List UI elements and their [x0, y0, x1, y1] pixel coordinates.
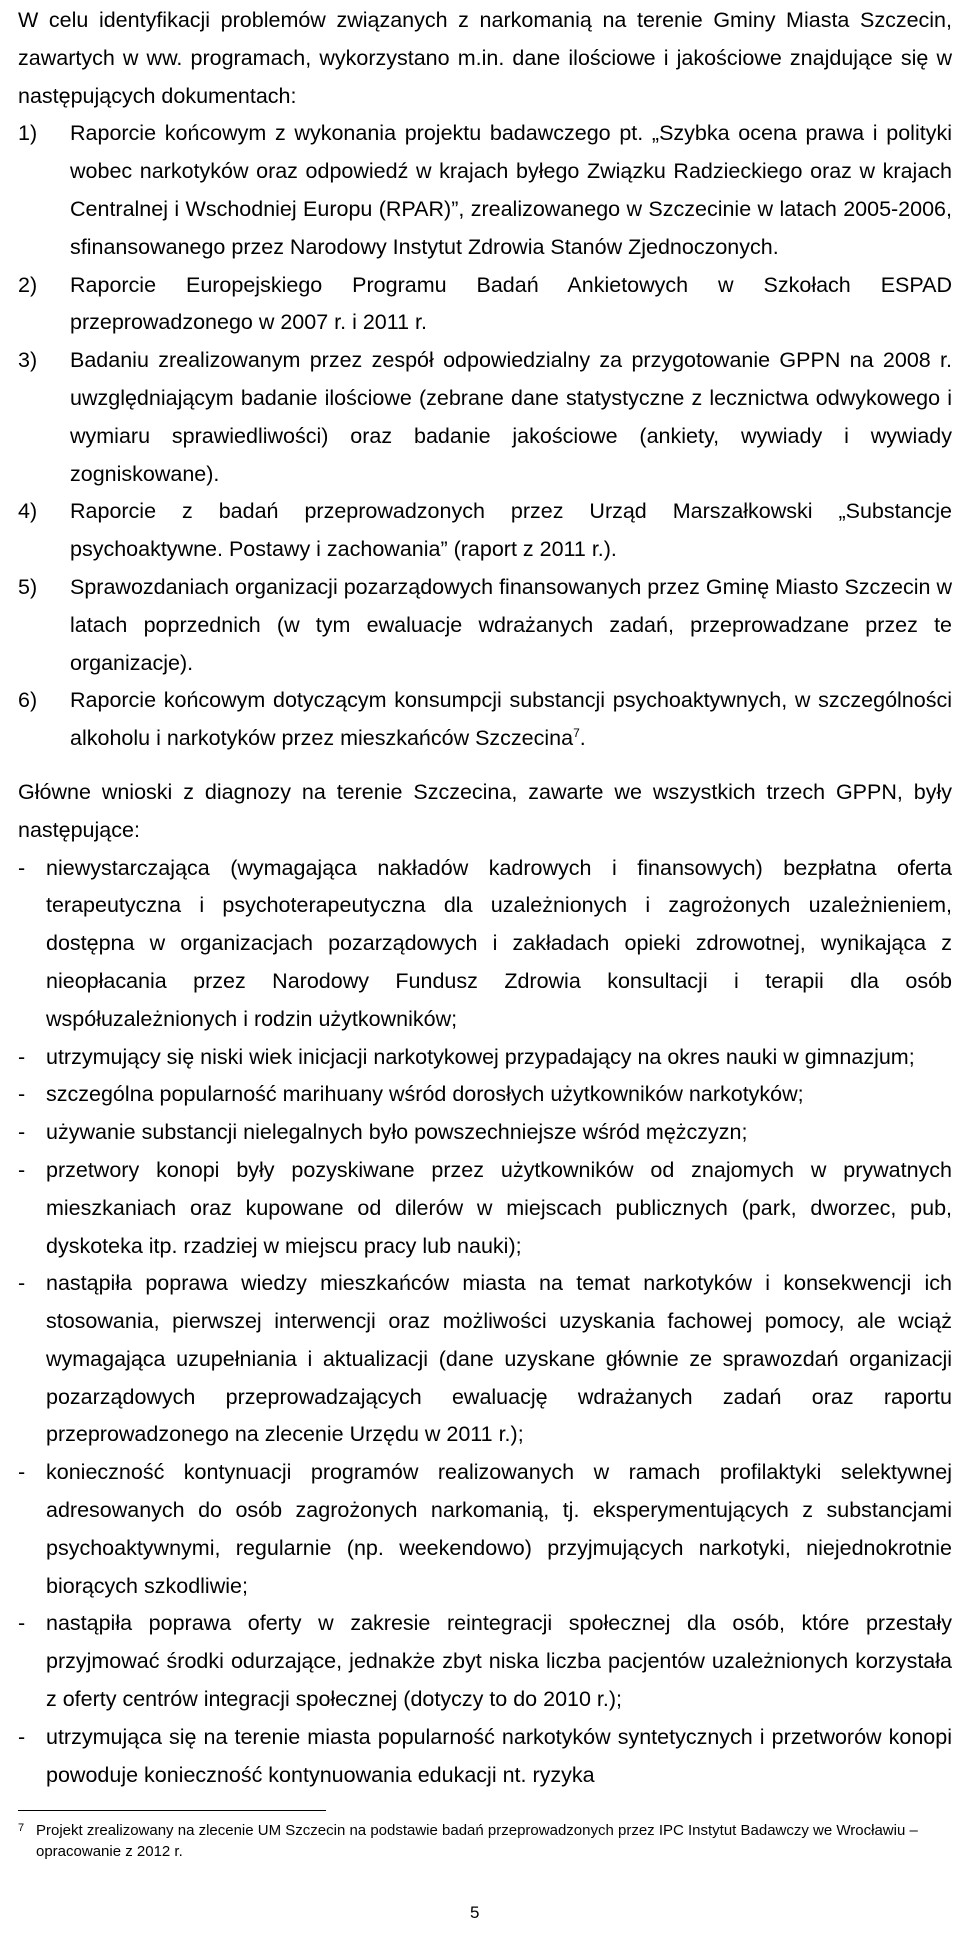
list-number: 2) [18, 272, 38, 297]
list-item [18, 1152, 952, 1265]
bullet-dash: - [18, 1724, 26, 1749]
conclusions-list [18, 850, 952, 1795]
footnote-number: 7 [18, 1822, 25, 1834]
conclusion-text: nastąpiła poprawa wiedzy mieszkańców miasta na temat narkotyków i konsekwencji ich stosowania, pierwszej interwencji oraz możliwości uzyskania fachowej pomocy, ale wciąż wymagająca uzupełniania i aktualizacji (dane uzyskane głównie ze sprawozdań organizacji pozarządowych przeprowadzających ewaluację wdrażanych zadań oraz raportu przeprowadzonego na zlecenie Urzędu w 2011 r.); [46, 1271, 952, 1447]
list-item [18, 1605, 952, 1718]
conclusion-text: używanie substancji nielegalnych było powszechniejsze wśród mężczyzn; [46, 1120, 748, 1145]
page-number: 5 [470, 1903, 480, 1922]
list-item [18, 1039, 952, 1077]
list-item [18, 342, 952, 493]
bullet-dash: - [18, 1611, 26, 1636]
conclusion-text: szczególna popularność marihuany wśród dorosłych użytkowników narkotyków; [46, 1082, 804, 1107]
bullet-dash: - [18, 1044, 26, 1069]
bullet-dash: - [18, 1157, 26, 1182]
list-item-end: . [579, 726, 586, 751]
list-item [18, 1265, 952, 1454]
list-item-text: Raporcie końcowym dotyczącym konsumpcji substancji psychoaktywnych, w szczególności alkoholu i narkotyków przez mieszkańców Szczecina [70, 688, 952, 751]
bullet-dash: - [18, 1120, 26, 1145]
list-number: 1) [18, 121, 38, 146]
list-item [18, 1719, 952, 1795]
sources-list [18, 115, 952, 758]
list-item [18, 1114, 952, 1152]
list-item [18, 1454, 952, 1605]
list-item [18, 850, 952, 1039]
bullet-dash: - [18, 1082, 26, 1107]
conclusion-text: utrzymujący się niski wiek inicjacji narkotykowej przypadający na okres nauki w gimnazjum; [46, 1044, 915, 1069]
list-item [18, 1076, 952, 1114]
list-number: 4) [18, 499, 38, 524]
list-item-text: Raporcie z badań przeprowadzonych przez Urząd Marszałkowski „Substancje psychoaktywne. Postawy i zachowania” (raport z 2011 r.). [70, 499, 952, 562]
intro-paragraph: W celu identyfikacji problemów związanych z narkomanią na terenie Gminy Miasta Szczecin, zawartych w ww. programach, wykorzystano m.in. dane ilościowe i jakościowe znajdujące się w następujących dokumentach: [18, 8, 952, 108]
footnote-text: Projekt zrealizowany na zlecenie UM Szczecin na podstawie badań przeprowadzonych przez IPC Instytut Badawczy we Wrocławiu – opracowanie z 2012 r. [36, 1822, 918, 1860]
list-item-text: Raporcie końcowym z wykonania projektu badawczego pt. „Szybka ocena prawa i polityki wobec narkotyków oraz odpowiedź w krajach byłego Związku Radzieckiego oraz w krajach Centralnej i Wschodniej Europu (RPAR)”, zrealizowanego w Szczecinie w latach 2005-2006, sfinansowanego przez Narodowy Instytut Zdrowia Stanów Zjednoczonych. [70, 121, 952, 259]
list-item-text: Sprawozdaniach organizacji pozarządowych finansowanych przez Gminę Miasto Szczecin w latach poprzednich (w tym ewaluacje wdrażanych zadań, przeprowadzane przez te organizacje). [70, 574, 952, 675]
footnote-separator [18, 1810, 326, 1811]
list-item [18, 115, 952, 266]
list-item [18, 682, 952, 758]
conclusion-text: niewystarczająca (wymagająca nakładów kadrowych i finansowych) bezpłatna oferta terapeutyczna i psychoterapeutyczna dla uzależnionych i zagrożonych uzależnieniem, dostępna w organizacjach pozarządowych i zakładach opieki zdrowotnej, wynikająca z nieopłacania przez Narodowy Fundusz Zdrowia konsultacji i terapii dla osób współuzależnionych i rodzin użytkowników; [46, 855, 952, 1031]
conclusion-text: konieczność kontynuacji programów realizowanych w ramach profilaktyki selektywnej adresowanych do osób zagrożonych narkomanią, tj. eksperymentujących z substancjami psychoaktywnymi, regularnie (np. weekendowo) przyjmujących narkotyki, niejednokrotnie biorących szkodliwie; [46, 1460, 952, 1598]
list-number: 3) [18, 348, 38, 373]
list-item [18, 267, 952, 343]
conclusion-text: utrzymująca się na terenie miasta popularność narkotyków syntetycznych i przetworów konopi powoduje konieczność kontynuowania edukacji nt. ryzyka [46, 1724, 952, 1787]
bullet-dash: - [18, 1460, 26, 1485]
conclusions-heading: Główne wnioski z diagnozy na terenie Szczecina, zawarte we wszystkich trzech GPPN, były następujące: [18, 779, 952, 842]
footnote [18, 1820, 952, 1862]
body-text [18, 2, 952, 1794]
list-number: 6) [18, 688, 38, 713]
list-item [18, 569, 952, 682]
list-item [18, 493, 952, 569]
list-item-text-wrap [70, 682, 952, 758]
footnote-reference[interactable]: 7 [573, 725, 580, 740]
list-number: 5) [18, 574, 38, 599]
conclusion-text: nastąpiła poprawa oferty w zakresie reintegracji społecznej dla osób, które przestały przyjmować środki odurzające, jednakże zbyt niska liczba pacjentów uzależnionych korzystała z oferty centrów integracji społecznej (dotyczy to do 2010 r.); [46, 1611, 952, 1712]
list-item-text: Badaniu zrealizowanym przez zespół odpowiedzialny za przygotowanie GPPN na 2008 r. uwzględniającym badanie ilościowe (zebrane dane statystyczne z lecznictwa odwykowego i wymiaru sprawiedliwości) oraz badanie jakościowe (ankiety, wywiady i wywiady zogniskowane). [70, 348, 952, 486]
bullet-dash: - [18, 1271, 26, 1296]
list-item-text: Raporcie Europejskiego Programu Badań Ankietowych w Szkołach ESPAD przeprowadzonego w 2007 r. i 2011 r. [70, 272, 952, 335]
bullet-dash: - [18, 855, 26, 880]
conclusion-text: przetwory konopi były pozyskiwane przez użytkowników od znajomych w prywatnych mieszkaniach oraz kupowane od dilerów w miejscach publicznych (park, dworzec, pub, dyskoteka itp. rzadziej w miejscu pracy lub nauki); [46, 1157, 952, 1258]
